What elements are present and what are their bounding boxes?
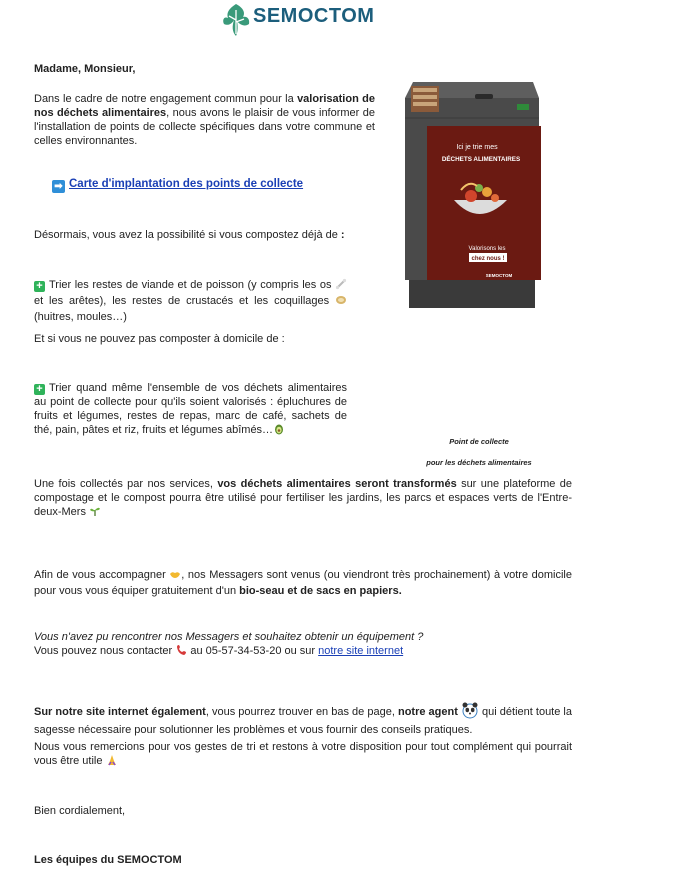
list-item-meat-fish <box>34 278 347 324</box>
website-link[interactable]: notre site internet <box>318 645 404 657</box>
bin-indicator <box>517 104 529 110</box>
sign-brand: SEMOCTOM <box>485 273 513 278</box>
collected-bold: vos déchets alimentaires seront transformés <box>217 478 457 490</box>
handshake-icon <box>169 568 181 584</box>
avocado-icon <box>273 423 285 439</box>
collected-text-1: Une fois collectés par nos services, <box>34 478 218 490</box>
map-link-row[interactable] <box>52 177 303 193</box>
agent-paragraph <box>34 701 572 737</box>
check-mark-icon: + <box>34 384 45 395</box>
item1-text-3: (huitres, moules…) <box>34 311 127 323</box>
closing: Bien cordialement, <box>34 805 126 817</box>
bin-handle <box>475 94 493 99</box>
collected-paragraph <box>34 477 572 521</box>
intro-bold: valorisation de nos déchets alimentaires <box>34 93 375 119</box>
agent-text-2: qui détient toute la sagesse nécessaire pour solutionner les problèmes et vous fournir des conseils pratiques. <box>34 706 572 736</box>
agent-bold-1: Sur notre site internet également <box>34 706 206 718</box>
list-item-all-food-waste <box>34 381 347 439</box>
leaf-logo-icon <box>220 2 252 38</box>
desormais-text: Désormais, vous avez la possibilité si vous compostez déjà de <box>34 229 341 241</box>
contact-text-2: au 05-57-34-53-20 ou sur <box>187 645 319 657</box>
contact-text-1: Vous pouvez nous contacter <box>34 645 176 657</box>
agent-text-1: , vous pourrez trouver en bas de page, <box>205 706 398 718</box>
question-italic: Vous n'avez pu rencontrer nos Messagers et souhaitez obtenir un équipement ? <box>34 631 424 643</box>
et-si-paragraph: Et si vous ne pouvez pas composter à domicile de : <box>34 333 285 345</box>
logo-wordmark: SEMOCTOM <box>253 5 375 27</box>
semoctom-logo <box>220 2 390 38</box>
sign-line-1: Ici je trie mes <box>456 144 498 151</box>
desormais-paragraph <box>34 228 345 242</box>
accompagner-text-2: , nos Messagers sont venus (ou viendront très prochainement) à votre domicile pour vous vous équiper gratuitement d'un <box>34 569 572 597</box>
collected-text-2: sur une plateforme de compostage et le compost pourra être utilisé pour fertiliser les jardins, les parcs et espaces verts de l'Entre-deux-Mers <box>34 478 572 518</box>
thanks-paragraph <box>34 740 572 770</box>
intro-paragraph <box>34 92 375 148</box>
intro-text-1: Dans le cadre de notre engagement commun pour la <box>34 93 298 105</box>
signature: Les équipes du SEMOCTOM <box>34 854 182 866</box>
phone-icon <box>175 644 187 660</box>
thanks-text: Nous vous remercions pour vos gestes de tri et restons à votre disposition pour tout complément qui pourrait vous être utile <box>34 741 572 767</box>
desormais-colon: : <box>340 229 345 241</box>
praying-hands-icon <box>106 754 118 770</box>
map-link[interactable]: Carte d'implantation des points de collecte <box>69 178 304 190</box>
item2-text: Trier quand même l'ensemble de vos déchets alimentaires au point de collecte pour qu'ils soient valorisés : épluchures de fruits et légumes, restes de repas, marc de café, sachets de thé, pain, pâtes et riz, fruits et légumes abîmés… <box>34 382 347 436</box>
collection-point-photo <box>399 78 545 310</box>
seedling-icon <box>89 505 101 521</box>
item1-text-2: et les arêtes), les restes de crustacés et les coquillages <box>34 295 335 307</box>
oyster-icon <box>335 294 347 310</box>
accompagner-text-1: Afin de vous accompagner <box>34 569 170 581</box>
bin-base <box>409 278 535 308</box>
agent-bold-2: notre agent <box>397 706 458 718</box>
panda-agent-icon <box>461 701 479 723</box>
intro-text-2: , nous avons le plaisir de vous informer de l'installation de points de collecte spécifiques dans votre commune et celles environnantes. <box>34 107 375 147</box>
sign-line-4: chez nous ! <box>471 256 505 262</box>
image-caption-2: pour les déchets alimentaires <box>426 458 532 467</box>
bone-icon <box>335 278 347 294</box>
greeting: Madame, Monsieur, <box>34 63 136 75</box>
contact-line <box>34 644 403 660</box>
sign-line-3: Valorisons les <box>468 246 506 252</box>
image-caption-1: Point de collecte <box>449 437 509 446</box>
item1-text-1: Trier les restes de viande et de poisson (y compris les os <box>49 279 335 291</box>
arrow-right-icon: ➡ <box>52 180 65 193</box>
accompagner-paragraph <box>34 568 572 598</box>
sign-line-2: DÉCHETS ALIMENTAIRES <box>441 156 521 163</box>
accompagner-bold: bio-seau et de sacs en papiers. <box>239 585 402 597</box>
check-mark-icon: + <box>34 281 45 292</box>
